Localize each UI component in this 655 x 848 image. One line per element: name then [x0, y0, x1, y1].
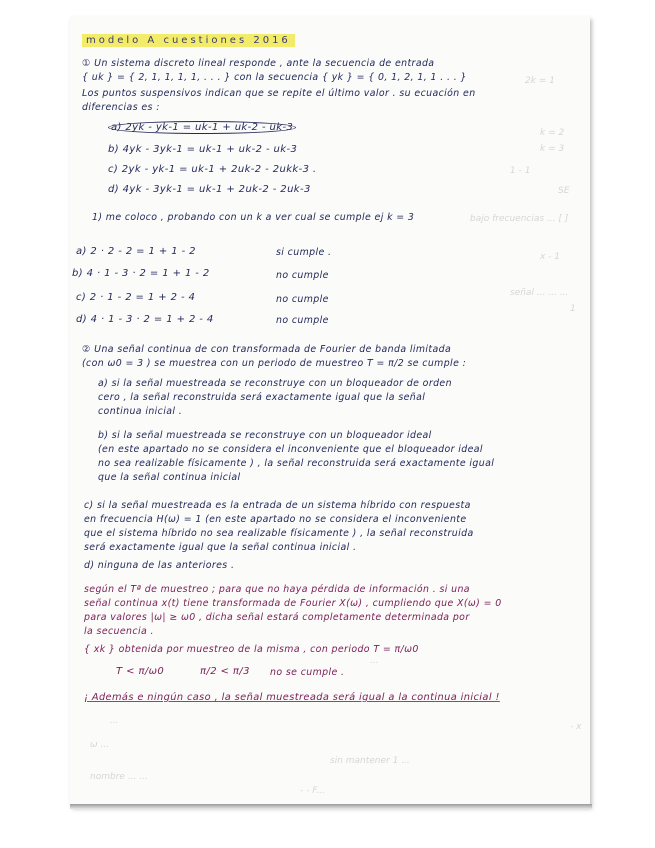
q2-option-b-line: (en este apartado no se considera el inconveniente que el bloqueador ideal	[98, 444, 483, 455]
bleed-through-text: k = 2	[540, 128, 565, 138]
q2-explanation-line: para valores |ω| ≥ ω0 , dicha señal estará completamente determinada por	[84, 612, 470, 623]
q2-inequality-values: π/2 < π/3	[200, 666, 250, 677]
bleed-through-text: señal ... ... ...	[510, 288, 569, 298]
q2-explanation-line: la secuencia .	[84, 626, 154, 637]
q2-inequality: T < π/ω0	[116, 666, 165, 677]
q1-check-c: c) 2 · 1 - 2 = 1 + 2 - 4	[76, 292, 196, 303]
bleed-through-text: k = 3	[540, 144, 565, 154]
q2-option-b-line: b) si la señal muestreada se reconstruye con un bloqueador ideal	[98, 430, 432, 441]
q1-check-d: d) 4 · 1 - 3 · 2 = 1 + 2 - 4	[76, 314, 214, 325]
q1-working-note: 1) me coloco , probando con un k a ver cual se cumple ej k = 3	[92, 212, 415, 223]
q1-check-a: a) 2 · 2 - 2 = 1 + 1 - 2	[76, 246, 196, 257]
q1-statement-line: diferencias es :	[82, 102, 160, 113]
q2-sampling-period-note: { xk } obtenida por muestreo de la misma , con periodo T = π/ω0	[84, 644, 419, 655]
bleed-through-text: ω ...	[90, 740, 109, 750]
q2-explanation-line: señal continua x(t) tiene transformada de Fourier X(ω) , cumpliendo que X(ω) = 0	[84, 598, 502, 609]
q1-check-b-result: no cumple	[276, 270, 329, 281]
bleed-through-text: sin mantener 1 ...	[330, 756, 410, 766]
q2-option-a-line: continua inicial .	[98, 406, 183, 417]
bleed-through-text: SE	[558, 186, 570, 196]
q2-option-c-line: c) si la señal muestreada es la entrada de un sistema híbrido con respuesta	[84, 500, 471, 511]
q2-option-c-line: en frecuencia H(ω) = 1 (en este apartado no se considera el inconveniente	[84, 514, 467, 525]
q1-statement-line: Los puntos suspensivos indican que se repite el último valor . su ecuación en	[82, 88, 476, 99]
q1-statement-line: ① Un sistema discreto lineal responde , ante la secuencia de entrada	[82, 58, 435, 69]
bleed-through-text: 1	[570, 304, 576, 314]
q1-check-c-result: no cumple	[276, 294, 329, 305]
q1-option-b: b) 4yk - 3yk-1 = uk-1 + uk-2 - uk-3	[108, 144, 298, 155]
q2-option-b-line: no sea realizable físicamente ) , la señal reconstruida será exactamente igual	[98, 458, 495, 469]
q1-option-c: c) 2yk - yk-1 = uk-1 + 2uk-2 - 2ukk-3 .	[108, 164, 317, 175]
q1-check-d-result: no cumple	[276, 315, 329, 326]
q2-option-b-line: que la señal continua inicial	[98, 472, 241, 483]
q1-statement-line: { uk } = { 2, 1, 1, 1, 1, . . . } con la secuencia { yk } = { 0, 1, 2, 1, 1 . . . }	[82, 72, 467, 83]
bleed-through-text: - x	[570, 722, 582, 732]
q2-conclusion: ¡ Además e ningún caso , la señal muestreada será igual a la continua inicial !	[84, 692, 500, 703]
bleed-through-text: nombre ... ...	[90, 772, 148, 782]
q2-statement-line: ② Una señal continua de con transformada de Fourier de banda limitada	[82, 344, 452, 355]
q1-option-a	[108, 122, 296, 133]
bleed-through-text: ...	[370, 656, 379, 666]
q2-statement-line: (con ω0 = 3 ) se muestrea con un periodo de muestreo T = π/2 se cumple :	[82, 358, 467, 369]
q1-check-a-result: si cumple .	[276, 247, 332, 258]
page-title: modelo A cuestiones 2016	[82, 34, 295, 47]
q1-check-b: b) 4 · 1 - 3 · 2 = 1 + 1 - 2	[72, 268, 210, 279]
bleed-through-text: 1 - 1	[510, 166, 531, 176]
q1-option-d: d) 4yk - 3yk-1 = uk-1 + 2uk-2 - 2uk-3	[108, 184, 311, 195]
bleed-through-text: 2k = 1	[525, 76, 555, 86]
q2-inequality-result: no se cumple .	[270, 667, 345, 678]
q2-option-d: d) ninguna de las anteriores .	[84, 560, 235, 571]
bleed-through-text: x - 1	[540, 252, 561, 262]
bleed-through-text: ...	[110, 716, 119, 726]
scanned-page	[70, 16, 590, 806]
q2-option-a-line: a) si la señal muestreada se reconstruye con un bloqueador de orden	[98, 378, 452, 389]
bleed-through-text: bajo frecuencias ... [ ]	[470, 214, 569, 224]
bleed-through-text: - - F...	[300, 786, 325, 796]
answer-circle: a) 2yk - yk-1 = uk-1 + uk-2 - uk-3	[108, 121, 296, 134]
q2-option-c-line: será exactamente igual que la señal continua inicial .	[84, 542, 357, 553]
q2-option-c-line: que el sistema híbrido no sea realizable físicamente ) , la señal reconstruida	[84, 528, 474, 539]
q2-option-a-line: cero , la señal reconstruida será exactamente igual que la señal	[98, 392, 426, 403]
q2-explanation-line: según el Tª de muestreo ; para que no haya pérdida de información . si una	[84, 584, 470, 595]
page-shadow	[70, 804, 592, 809]
